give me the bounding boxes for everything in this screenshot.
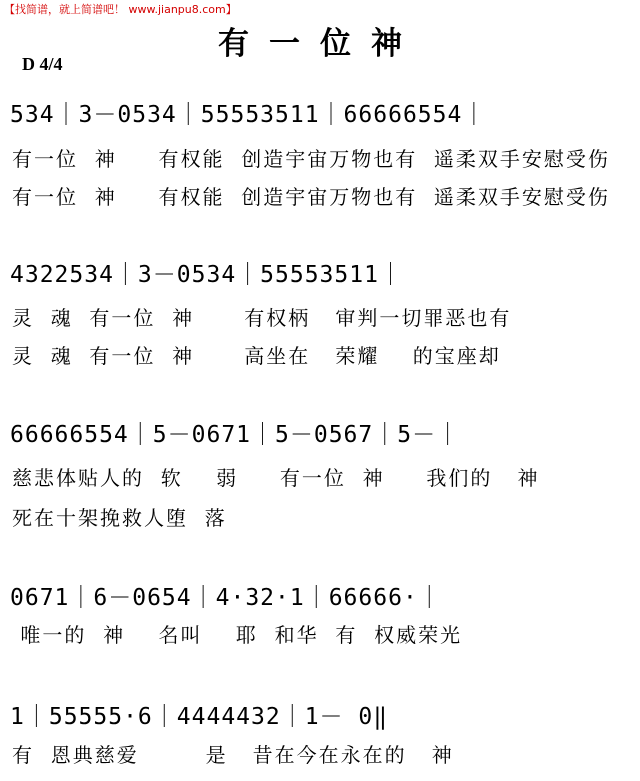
notation-line-5: 1｜55555·6｜4444432｜1－ 0‖: [10, 704, 389, 730]
lyric-line-5a: 有 恩典慈爱 是 昔在今在永在的 神: [12, 743, 454, 767]
song-title: 有一位神: [218, 26, 422, 62]
lyric-line-3a: 慈悲体贴人的 软 弱 有一位 神 我们的 神: [12, 466, 540, 490]
notation-line-3: 66666554｜5－0671｜5－0567｜5－｜: [10, 422, 461, 448]
key-signature: D 4/4: [22, 54, 63, 74]
lyric-line-3b: 死在十架挽救人堕 落: [12, 506, 227, 530]
lyric-line-1b: 有一位 神 有权能 创造宇宙万物也有 遥柔双手安慰受伤: [12, 185, 610, 209]
notation-line-1: 534｜3－0534｜55553511｜66666554｜: [10, 102, 487, 128]
notation-line-2: 4322534｜3－0534｜55553511｜: [10, 262, 403, 288]
lyric-line-2a: 灵 魂 有一位 神 有权柄 审判一切罪恶也有: [12, 306, 512, 330]
notation-line-4: 0671｜6－0654｜4·32·1｜66666·｜: [10, 585, 442, 611]
site-watermark-text: 【找简谱，就上简谱吧！ www.jianpu8.com】: [4, 3, 237, 16]
lyric-line-4a: 唯一的 神 名叫 耶 和华 有 权威荣光: [12, 623, 463, 647]
lyric-line-1a: 有一位 神 有权能 创造宇宙万物也有 遥柔双手安慰受伤: [12, 147, 610, 171]
lyric-line-2b: 灵 魂 有一位 神 高坐在 荣耀 的宝座却: [12, 344, 501, 368]
